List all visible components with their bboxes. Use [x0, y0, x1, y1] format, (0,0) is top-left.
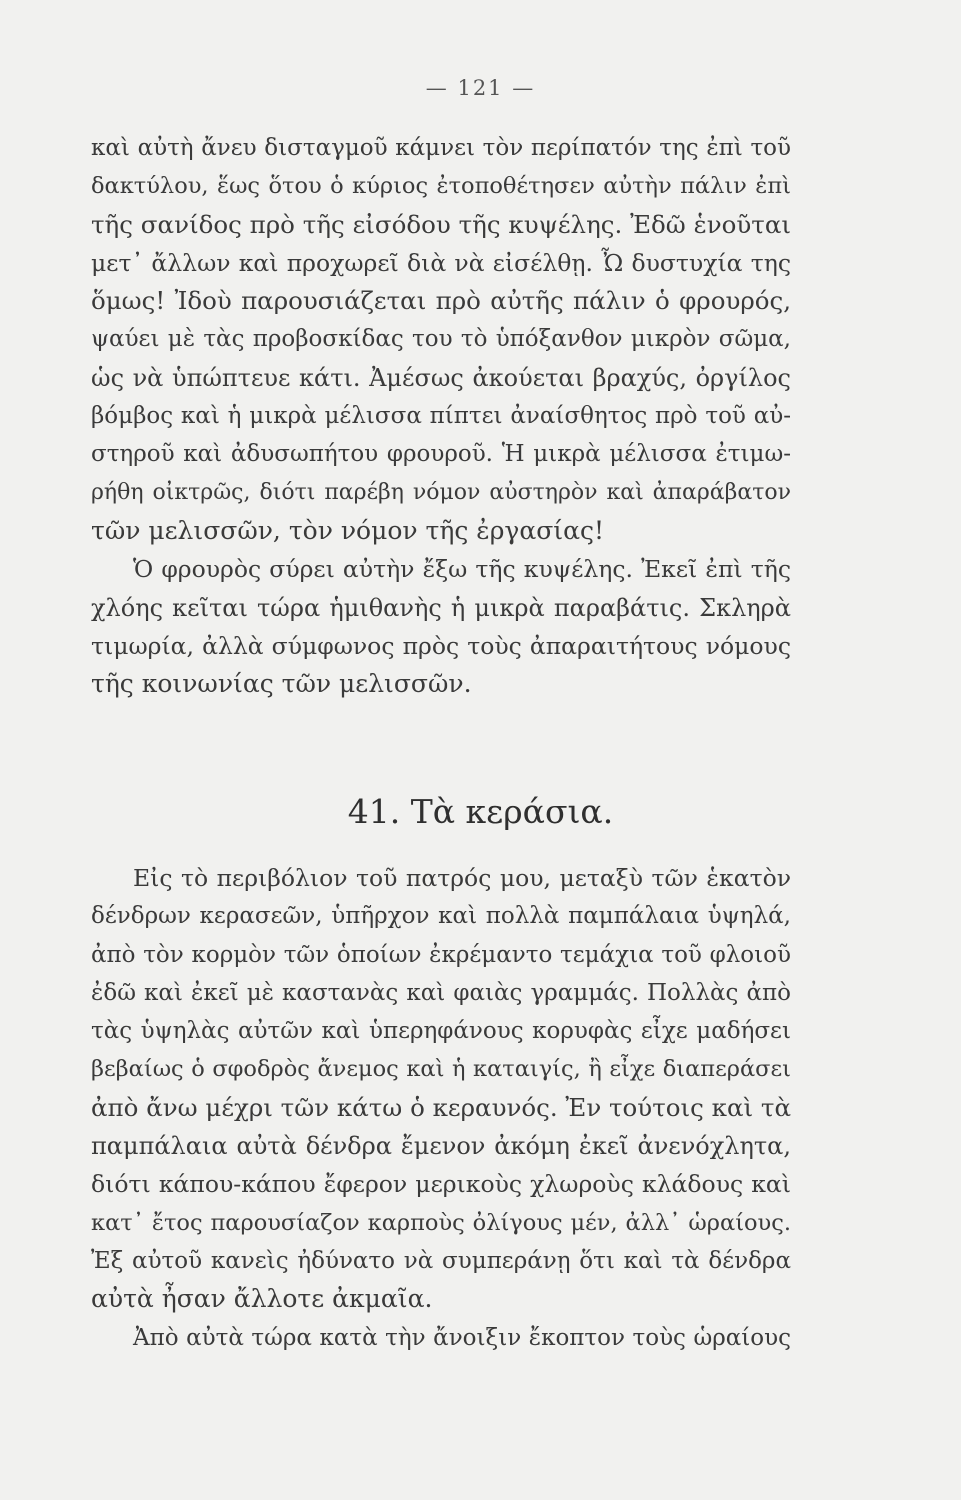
text-line: δένδρων κερασεῶν, ὑπῆρχον καὶ πολλὰ παμπάλαια ὑψηλά,: [91, 903, 791, 930]
text-line: τῶν μελισσῶν, τὸν νόμον τῆς ἐργασίας!: [91, 515, 605, 545]
text-line: βεβαίως ὁ σφοδρὸς ἄνεμος καὶ ἡ καταιγίς, ἢ εἶχε διαπεράσει: [91, 1056, 791, 1083]
text-line: διότι κάπου-κάπου ἔφερον μερικοὺς χλωροὺς κλάδους καὶ: [91, 1170, 791, 1199]
section-heading: 41. Τὰ κεράσια.: [347, 792, 614, 831]
text-line: Ἀπὸ αὐτὰ τώρα κατὰ τὴν ἄνοιξιν ἔκοπτον τοὺς ὡραίους: [133, 1324, 791, 1351]
text-line: ψαύει μὲ τὰς προβοσκίδας του τὸ ὑπόξανθον μικρὸν σῶμα,: [91, 326, 791, 353]
text-line: βόμβος καὶ ἡ μικρὰ μέλισσα πίπτει ἀναίσθητος πρὸ τοῦ αὐ-: [91, 403, 791, 430]
text-line: ἀπὸ τὸν κορμὸν τῶν ὁποίων ἐκρέμαντο τεμάχια τοῦ φλοιοῦ: [91, 941, 791, 968]
text-line: τὰς ὑψηλὰς αὐτῶν καὶ ὑπερηφάνους κορυφὰς εἶχε μαδήσει: [91, 1018, 791, 1045]
text-line: ἐδῶ καὶ ἐκεῖ μὲ καστανὰς καὶ φαιὰς γραμμάς. Πολλὰς ἀπὸ: [91, 979, 791, 1006]
text-line: ὅμως! Ἰδοὺ παρουσιάζεται πρὸ αὐτῆς πάλιν ὁ φρουρός,: [91, 286, 791, 316]
text-line: δακτύλου, ἕως ὅτου ὁ κύριος ἐτοποθέτησεν αὐτὴν πάλιν ἐπὶ: [91, 173, 791, 200]
text-line: ἀπὸ ἄνω μέχρι τῶν κάτω ὁ κεραυνός. Ἐν τούτοις καὶ τὰ: [91, 1092, 791, 1122]
text-line: αὐτὰ ἦσαν ἄλλοτε ἀκμαῖα.: [91, 1284, 433, 1314]
text-line: μετ᾽ ἄλλων καὶ προχωρεῖ διὰ νὰ εἰσέλθῃ. Ὦ δυστυχία της: [91, 248, 791, 277]
text-line: Ἐξ αὐτοῦ κανεὶς ἠδύνατο νὰ συμπεράνῃ ὅτι καὶ τὰ δένδρα: [91, 1247, 791, 1274]
text-line: τιμωρία, ἀλλὰ σύμφωνος πρὸς τοὺς ἀπαραιτήτους νόμους: [91, 631, 791, 660]
text-line: στηροῦ καὶ ἀδυσωπήτου φρουροῦ. Ἡ μικρὰ μέλισσα ἐτιμω-: [91, 441, 791, 468]
text-line: καὶ αὐτὴ ἄνευ δισταγμοῦ κάμνει τὸν περίπατόν της ἐπὶ τοῦ: [91, 135, 791, 161]
text-line: κατ᾽ ἔτος παρουσίαζον καρποὺς ὀλίγους μέν, ἀλλ᾽ ὡραίους.: [91, 1209, 791, 1236]
text-block-bottom: [91, 859, 791, 1357]
text-block-top: [91, 129, 791, 703]
text-line: τῆς κοινωνίας τῶν μελισσῶν.: [91, 669, 472, 699]
text-line: Ὁ φρουρὸς σύρει αὐτὴν ἔξω τῆς κυψέλης. Ἐκεῖ ἐπὶ τῆς: [133, 555, 791, 584]
text-line: Εἰς τὸ περιβόλιον τοῦ πατρός μου, μεταξὺ τῶν ἑκατὸν: [133, 864, 791, 892]
text-line: παμπάλαια αὐτὰ δένδρα ἔμενον ἀκόμη ἐκεῖ ἀνενόχλητα,: [91, 1132, 791, 1161]
page-number: — 121 —: [425, 76, 536, 100]
text-line: ὡς νὰ ὑπώπτευε κάτι. Ἀμέσως ἀκούεται βραχύς, ὀργίλος: [91, 363, 791, 392]
text-line: τῆς σανίδος πρὸ τῆς εἰσόδου τῆς κυψέλης. Ἐδῶ ἑνοῦται: [91, 209, 791, 239]
text-line: ρήθη οἰκτρῶς, διότι παρέβη νόμον αὐστηρὸν καὶ ἀπαράβατον: [91, 479, 791, 505]
text-line: χλόης κεῖται τώρα ἡμιθανὴς ἡ μικρὰ παραβάτις. Σκληρὰ: [91, 593, 791, 622]
